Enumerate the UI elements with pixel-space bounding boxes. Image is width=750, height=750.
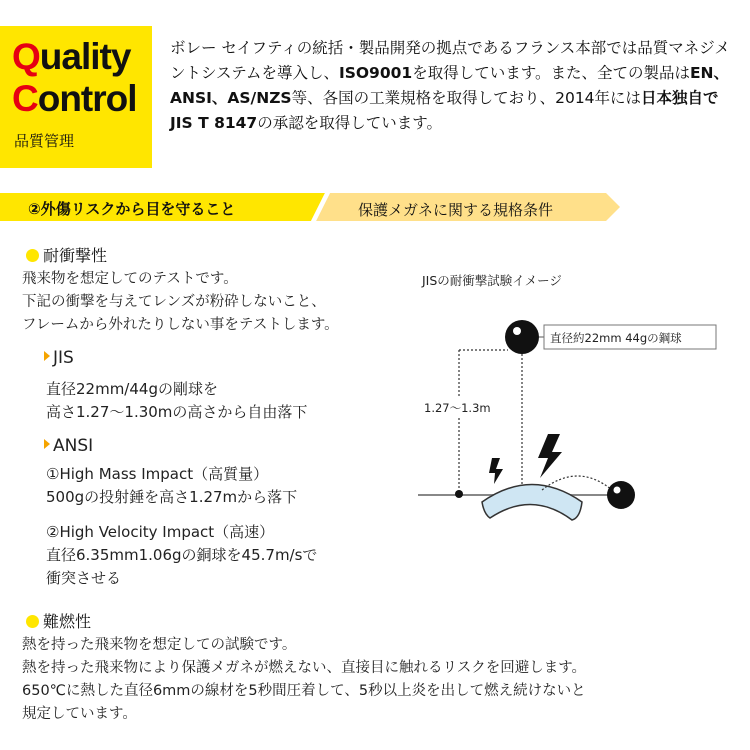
height-label: 1.27〜1.3m [424,401,491,415]
ansi-line: ①High Mass Impact（高質量） [46,465,269,483]
ball-label: 直径約22mm 44gの鋼球 [550,331,682,345]
intro-paragraph [170,36,742,136]
intro-text-3: 等、各国の工業規格を取得しており、2014年には [291,89,642,107]
flame-line: 650℃に熱した直径6mmの線材を5秒間圧着して、5秒以上炎を出して燃え続けないと [22,683,586,699]
triangle-bullet-icon [44,351,50,361]
jis-label [44,348,74,368]
height-marker-dot [455,490,463,498]
flame-line: 熱を持った飛来物により保護メガネが燃えない、直接目に触れるリスクを回避します。 [22,660,587,676]
quality-control-title [12,36,137,120]
impact-test-diagram [400,262,730,536]
quality-control-box [0,26,152,168]
intro-text-1: ボレー セイフティの統括・製品開発の拠点であるフランス本部では品質マネジメントシステムを導入し、 [170,39,730,82]
jis-line: 高さ1.27〜1.30mの高さから自由落下 [46,403,308,421]
banner-right-label: 保護メガネに関する規格条件 [358,201,554,219]
title-cap-q: Q [12,36,40,77]
steel-ball-icon [505,320,539,354]
impact-line: 飛来物を想定してのテストです。 [22,271,238,287]
banner-left-label: ②外傷リスクから目を守ること [28,200,236,218]
bounced-ball-icon [607,481,635,509]
title-rest-ontrol: ontrol [37,78,137,119]
yellow-dot-icon [26,249,39,262]
impact-description [22,268,339,337]
flame-line: 規定しています。 [22,706,137,722]
impact-line: フレームから外れたりしない事をテストします。 [22,317,339,333]
ansi-label-text: ANSI [53,436,94,456]
intro-standards: EN、ANSI、AS/NZS [170,64,730,107]
triangle-bullet-icon [44,439,50,449]
impact-heading-text: 耐衝撃性 [43,246,108,265]
ansi-high-velocity [46,521,317,590]
flame-description [22,634,586,726]
intro-text-4: の承認を取得しています。 [257,114,442,132]
intro-japan: 日本独自で JIS T 8147 [170,89,719,132]
diagram-title: JISの耐衝撃試験イメージ [422,273,562,288]
intro-iso: ISO9001 [338,64,413,82]
lightning-icon-small [489,458,503,484]
ansi-line: 直径6.35mm1.06gの銅球を45.7m/sで [46,546,318,564]
lightning-icon-large [538,434,562,478]
ansi-line: ②High Velocity Impact（高速） [46,523,275,541]
ball-highlight [513,327,521,335]
ansi-line: 500gの投射錘を高さ1.27mから落下 [46,488,298,506]
ansi-high-mass [46,463,297,509]
flame-line: 熱を持った飛来物を想定しての試験です。 [22,637,297,653]
jis-label-text: JIS [53,348,74,368]
intro-text-2: を取得しています。また、全ての製品は [412,64,690,82]
yellow-dot-icon [26,615,39,628]
ansi-label [44,436,93,456]
impact-diagram-svg [400,262,730,532]
flame-heading-text: 難燃性 [43,612,92,631]
lens-shape [482,485,582,521]
impact-line: 下記の衝撃を与えてレンズが粉砕しないこと、 [22,294,326,310]
flame-heading [26,609,91,632]
impact-heading [26,243,107,266]
ansi-line: 衝突させる [46,569,122,587]
bounced-ball-highlight [614,487,621,494]
quality-control-subtitle: 品質管理 [14,132,75,150]
jis-line: 直径22mm/44gの剛球を [46,380,218,398]
title-rest-uality: uality [39,36,131,77]
title-cap-c: C [12,78,38,119]
jis-description [46,378,307,424]
